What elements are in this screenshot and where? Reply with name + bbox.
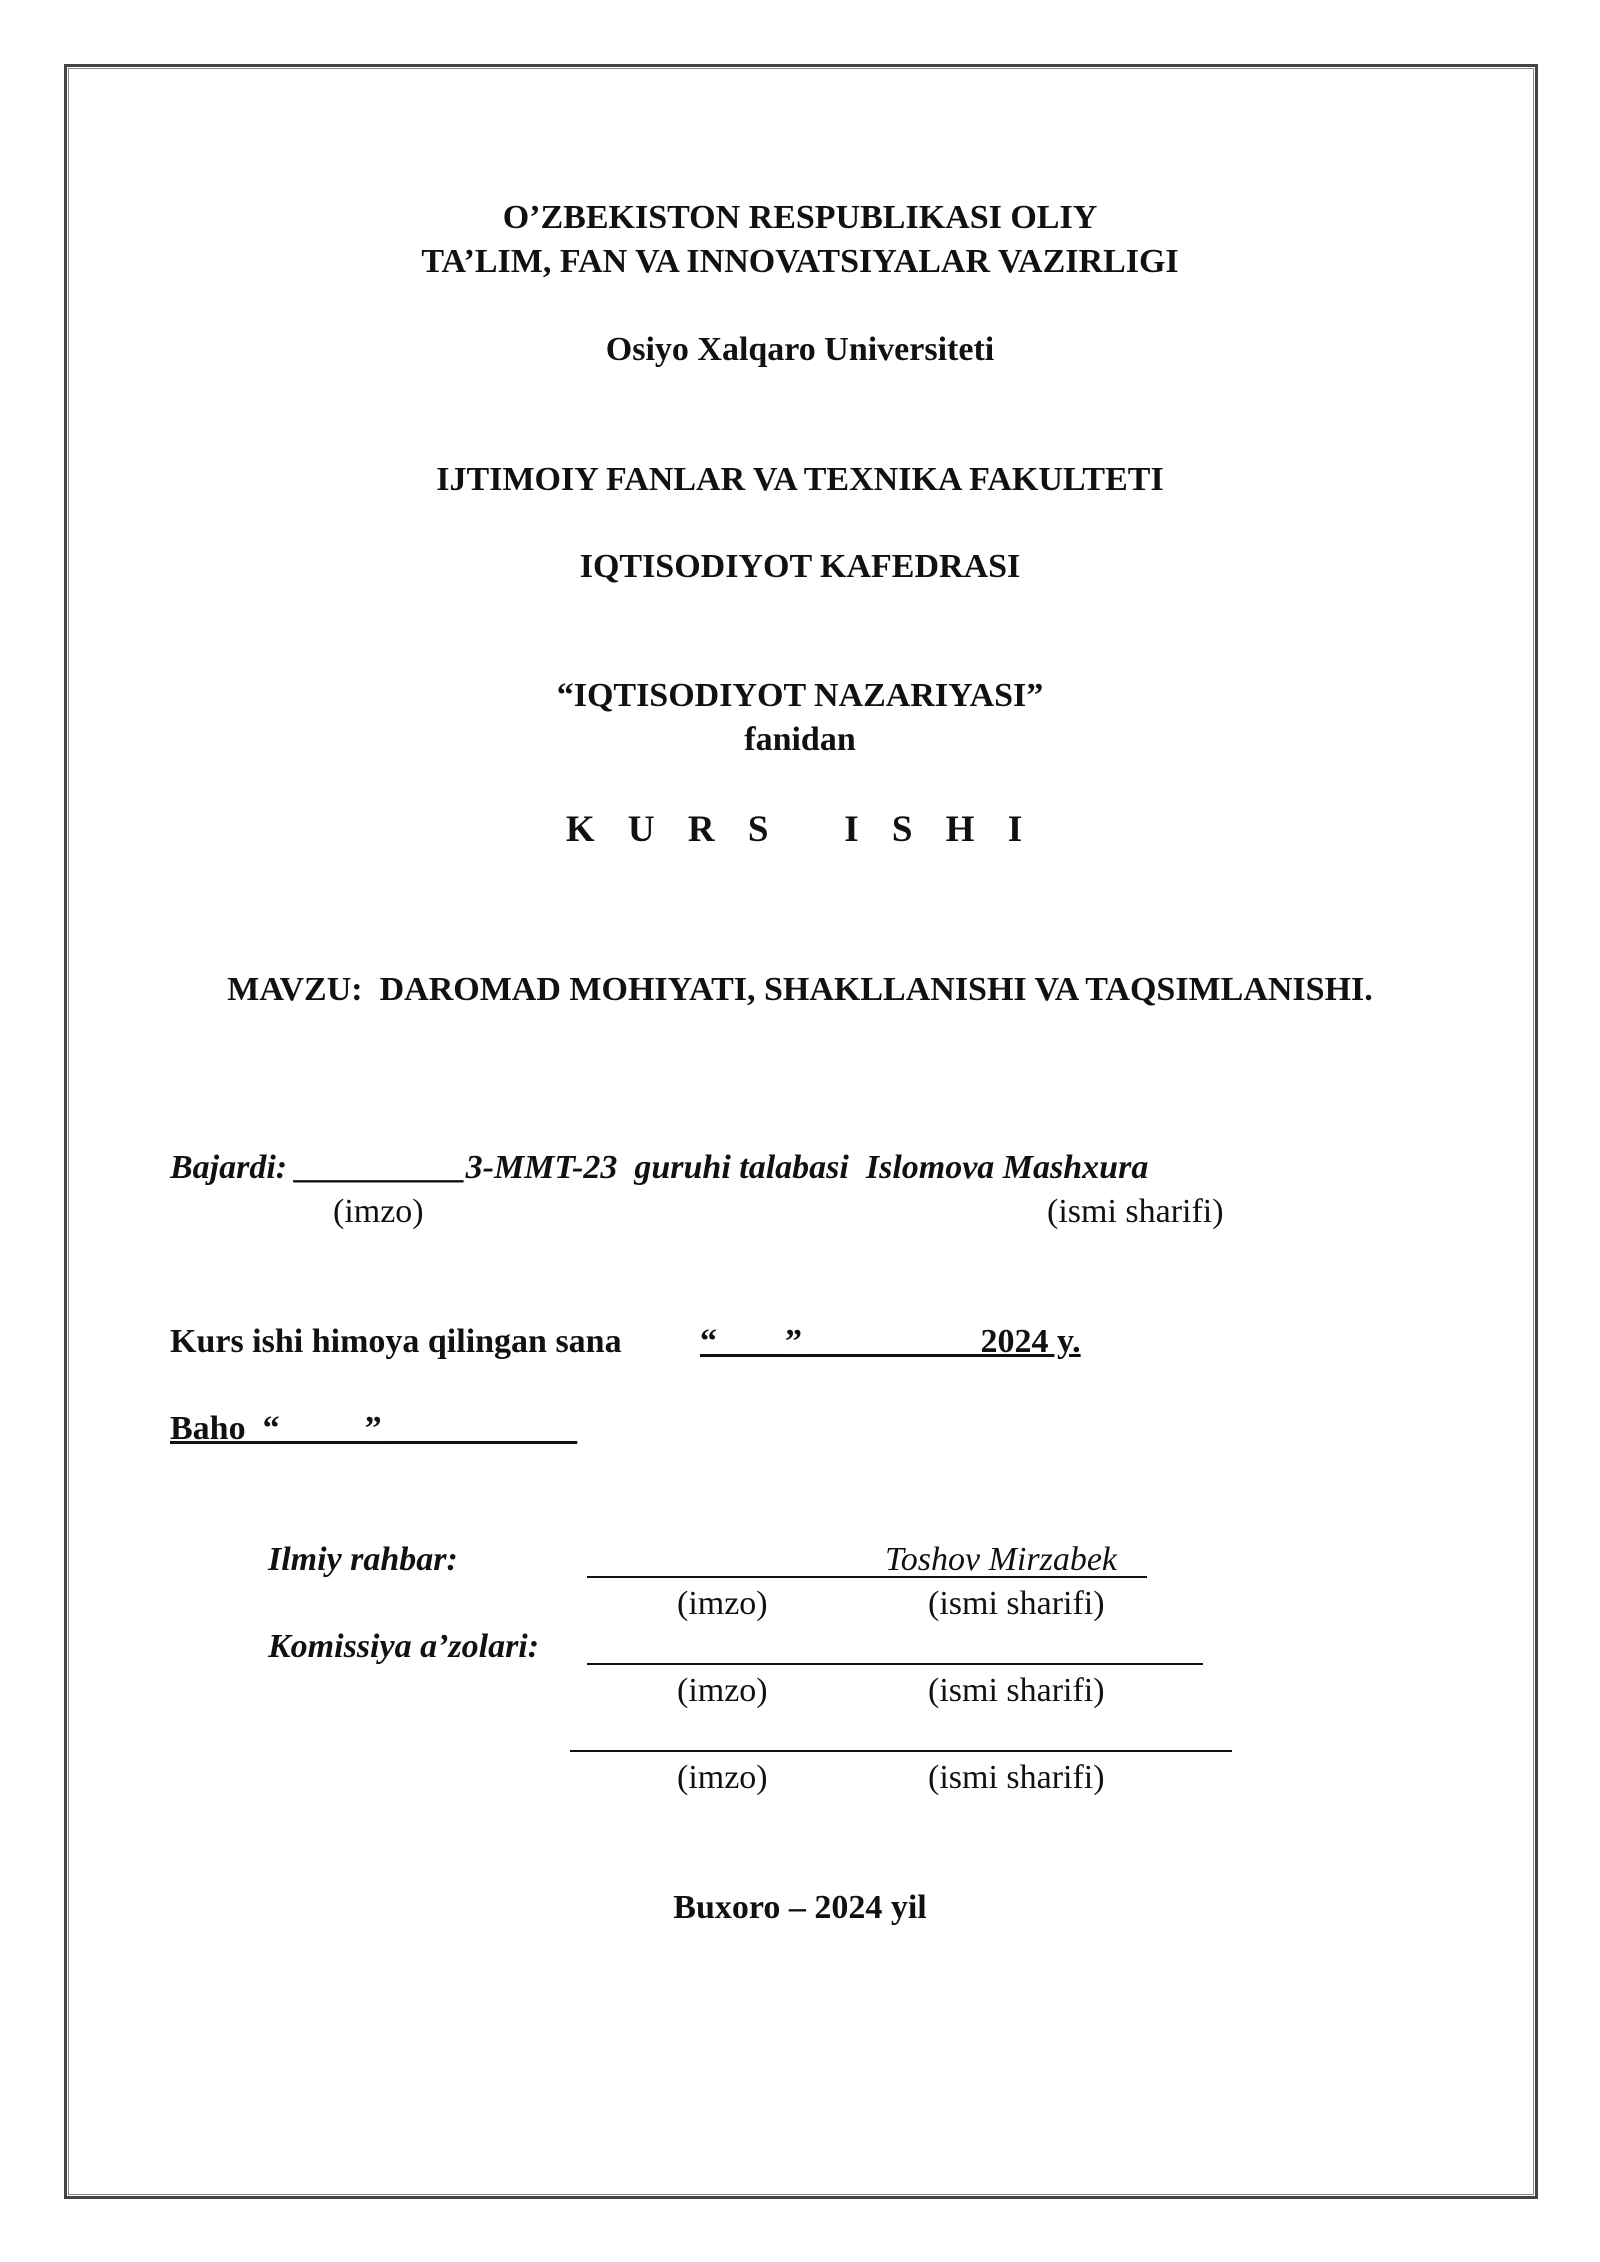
topic-title: MAVZU: DAROMAD MOHIYATI, SHAKLLANISHI VA TAQSIMLANISHI. [227,971,1373,1008]
defense-date: “____” __________2024 y. [700,1323,1081,1360]
work-type-title: K U R S I S H I [565,809,1035,850]
subject-suffix: fanidan [744,721,856,758]
grade-line: Baho “_____” ___________ [170,1410,578,1447]
commission-signature-line-2 [570,1750,1232,1752]
department-name: IQTISODIYOT KAFEDRASI [579,548,1021,585]
faculty-name: IJTIMOIY FANLAR VA TEXNIKA FAKULTETI [436,461,1164,498]
commission-name-caption-1: (ismi sharifi) [928,1672,1105,1709]
performer-line [170,1148,1148,1188]
supervisor-name-caption: (ismi sharifi) [928,1585,1105,1622]
defense-label: Kurs ishi himoya qilingan sana [170,1323,622,1360]
commission-name-caption-2: (ismi sharifi) [928,1759,1105,1796]
performer-label: Bajardi: [170,1149,296,1186]
ministry-line-2: TA’LIM, FAN VA INNOVATSIYALAR VAZIRLIGI [421,243,1179,280]
supervisor-name: Toshov Mirzabek [885,1541,1118,1578]
performer-sign-caption: (imzo) [333,1193,424,1230]
commission-sign-caption-1: (imzo) [677,1672,768,1709]
ministry-line-1: O’ZBEKISTON RESPUBLIKASI OLIY [502,199,1098,236]
commission-label: Komissiya a’zolari: [268,1628,540,1665]
page-border-inner [68,68,1534,2195]
university-name: Osiyo Xalqaro Universiteti [605,331,995,368]
performer-sign-blank: __________ [295,1149,466,1186]
commission-sign-caption-2: (imzo) [677,1759,768,1796]
supervisor-sign-caption: (imzo) [677,1585,768,1622]
place-year: Buxoro – 2024 yil [673,1889,927,1926]
supervisor-label: Ilmiy rahbar: [268,1541,458,1578]
performer-name-caption: (ismi sharifi) [1047,1193,1224,1230]
subject-name: “IQTISODIYOT NAZARIYASI” [556,677,1044,714]
commission-signature-line-1 [587,1663,1203,1665]
performer-text: 3-MMT-23 guruhi talabasi Islomova Mashxura [465,1149,1149,1186]
